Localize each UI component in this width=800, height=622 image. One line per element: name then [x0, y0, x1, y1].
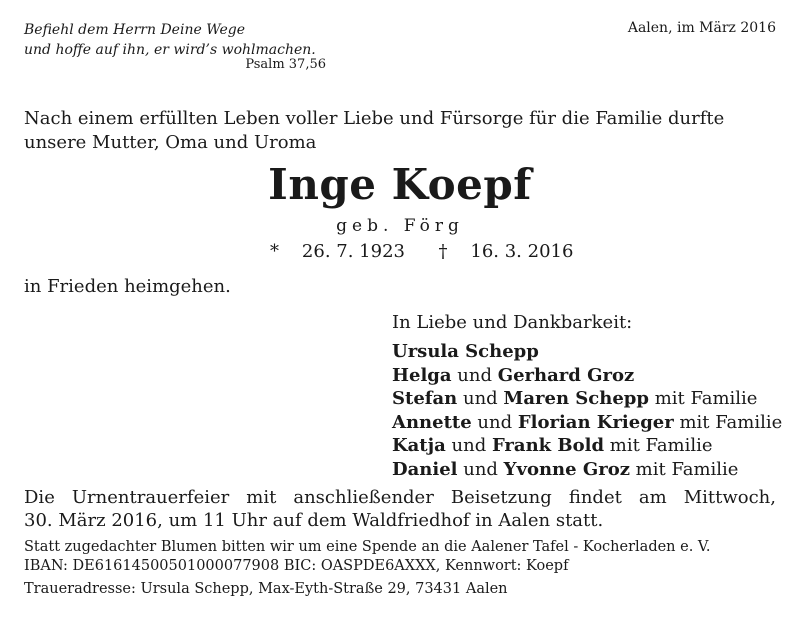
family-name-second: Gerhard Groz: [497, 364, 635, 386]
birth-name: geb. Förg: [336, 216, 464, 236]
family-connector: und: [471, 411, 518, 433]
family-list: [392, 340, 782, 482]
family-name-first: Stefan: [392, 388, 458, 410]
family-member: [392, 387, 782, 411]
peace-text: in Frieden heimgehen.: [24, 276, 231, 297]
family-name-first: Katja: [392, 435, 446, 457]
family-name-first: Helga: [392, 364, 452, 386]
family-member: [392, 340, 782, 364]
ceremony-line-2: 30. März 2016, um 11 Uhr auf dem Waldfriedhof in Aalen statt.: [24, 510, 604, 531]
mourning-address: Traueradresse: Ursula Schepp, Max-Eyth-Straße 29, 73431 Aalen: [24, 581, 508, 597]
place-date: Aalen, im März 2016: [627, 20, 776, 36]
family-name-first: Annette: [392, 411, 472, 433]
family-name-second: Florian Krieger: [517, 411, 674, 433]
family-name-first: Ursula Schepp: [392, 341, 539, 362]
ceremony-info: [24, 486, 776, 532]
family-name-second: Maren Schepp: [503, 388, 649, 410]
family-member: [392, 411, 782, 435]
death-symbol: †: [438, 241, 448, 262]
intro-text: [24, 107, 784, 155]
family-suffix: mit Familie: [648, 388, 758, 410]
family-connector: und: [457, 458, 504, 480]
verse-line-2: und hoffe auf ihn, er wird’s wohlmachen.: [24, 42, 316, 58]
birth-symbol: *: [270, 241, 279, 262]
family-connector: und: [445, 435, 492, 457]
family-name-first: Daniel: [392, 458, 458, 480]
birth-date: 26. 7. 1923: [301, 241, 405, 262]
donation-line-2: IBAN: DE61614500501000077908 BIC: OASPDE6AXXX, Kennwort: Koepf: [24, 558, 569, 574]
intro-line-2: unsere Mutter, Oma und Uroma: [24, 132, 317, 153]
family-name-second: Frank Bold: [491, 435, 605, 457]
family-name-second: Yvonne Groz: [503, 458, 630, 480]
ceremony-line-1: Die Urnentrauerfeier mit anschließender Beisetzung findet am Mittwoch,: [24, 487, 776, 508]
intro-line-1: Nach einem erfüllten Leben voller Liebe und Fürsorge für die Familie durfte: [24, 108, 725, 129]
donation-info: [24, 538, 710, 576]
bible-verse: [24, 20, 316, 60]
family-connector: und: [451, 364, 498, 386]
verse-line-1: Befiehl dem Herrn Deine Wege: [24, 22, 245, 38]
family-member: [392, 434, 782, 458]
family-member: [392, 458, 782, 482]
family-suffix: mit Familie: [673, 411, 783, 433]
deceased-name: Inge Koepf: [268, 160, 532, 209]
thanks-heading: In Liebe und Dankbarkeit:: [392, 312, 633, 333]
verse-reference: Psalm 37,56: [245, 57, 326, 72]
family-suffix: mit Familie: [629, 458, 739, 480]
death-date: 16. 3. 2016: [470, 241, 574, 262]
donation-line-1: Statt zugedachter Blumen bitten wir um eine Spende an die Aalener Tafel - Kocherladen e. V.: [24, 539, 711, 555]
family-connector: und: [457, 388, 504, 410]
family-suffix: mit Familie: [604, 435, 713, 457]
family-member: [392, 364, 782, 388]
life-dates: [270, 241, 573, 262]
